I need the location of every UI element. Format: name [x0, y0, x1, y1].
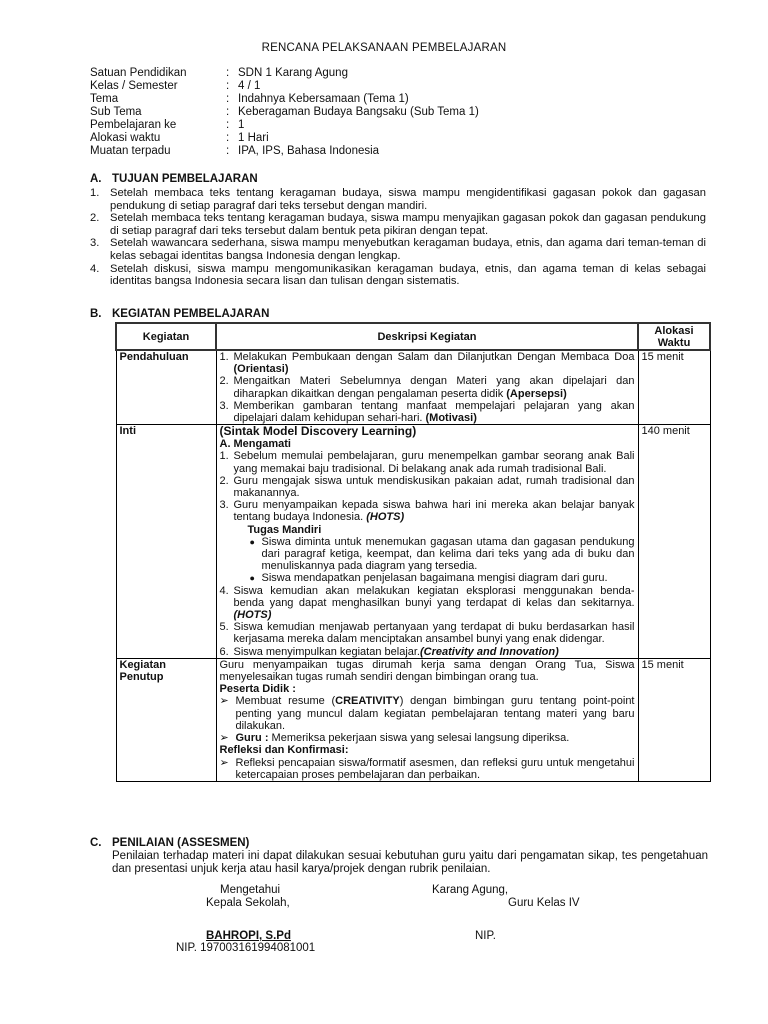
identity-row — [90, 93, 479, 106]
item-number: 2. — [219, 474, 229, 487]
item-number: 1. — [90, 187, 100, 199]
item-tag: (HOTS) — [233, 609, 272, 622]
sub-heading-mengamati — [220, 438, 635, 450]
section-title: KEGIATAN PEMBELAJARAN — [112, 308, 270, 320]
phase-time: 15 menit — [638, 658, 710, 781]
item-tag: (Orientasi) — [233, 363, 289, 376]
list-item — [220, 475, 635, 499]
item-tag: Guru : — [235, 732, 269, 745]
list-item — [220, 450, 635, 474]
section-title: TUJUAN PEMBELAJARAN — [112, 173, 258, 185]
item-text: Siswa diminta untuk menemukan gagasan utama dan gagasan pendukung dari paragraf ketiga, keempat, dan kelima dari teks yang ada di buku dan menuliskannya pada diagram yang tersedia. — [261, 535, 635, 573]
item-text: ) dengan bimbingan guru tentang point-point penting yang muncul dalam kegiatan pembelajaran tentang materi yang baru dilakukan. — [235, 695, 635, 732]
item-number: 1. — [219, 450, 229, 463]
identity-colon: : — [226, 80, 230, 92]
phase-description — [216, 658, 638, 781]
identity-value: 1 — [238, 119, 245, 131]
identity-row — [90, 80, 479, 93]
identity-colon: : — [226, 106, 230, 118]
identity-key: Tema — [90, 93, 119, 105]
item-number: 4. — [90, 262, 100, 275]
sign-kepala-sekolah: Kepala Sekolah, — [206, 897, 290, 909]
identity-value: 4 / 1 — [238, 80, 261, 92]
tugas-mandiri-heading: Tugas Mandiri — [247, 523, 322, 536]
bullet-icon: ● — [249, 573, 255, 584]
identity-value: Indahnya Kebersamaan (Tema 1) — [238, 93, 409, 105]
identity-value: 1 Hari — [238, 132, 269, 144]
item-text: Siswa kemudian menjawab pertanyaan yang terdapat di buku berdasarkan hasil kerjasama mereka dalam menciptakan ansambel bunyi yang enak didengar. — [233, 621, 635, 646]
section-a-heading — [90, 173, 258, 185]
identity-colon: : — [226, 67, 230, 79]
item-tag: (Creativity and Innovation) — [420, 645, 559, 658]
section-number: C. — [90, 837, 102, 849]
list-item — [220, 646, 635, 658]
item-number: 3. — [219, 399, 229, 412]
tujuan-item — [90, 187, 706, 212]
tujuan-item — [90, 212, 706, 237]
identity-row — [90, 119, 479, 132]
identity-row — [90, 106, 479, 119]
table-header-row — [116, 323, 710, 350]
header-kegiatan: Kegiatan — [116, 323, 216, 350]
header-alokasi: Alokasi Waktu — [638, 323, 710, 350]
item-number: 2. — [90, 212, 100, 225]
phase-label — [116, 658, 216, 781]
identity-key: Muatan terpadu — [90, 145, 171, 157]
item-number: 6. — [219, 645, 229, 658]
refleksi-heading: Refleksi dan Konfirmasi: — [219, 744, 349, 757]
identity-value: Keberagaman Budaya Bangsaku (Sub Tema 1) — [238, 106, 479, 118]
item-text: Setelah diskusi, siswa mampu mengomunikasikan keragaman budaya, etnis, dan agama teman di kelas sebagai identitas bangsa Indonesia secara lisan dan tulisan dengan sistematis. — [110, 262, 706, 288]
header-deskripsi: Deskripsi Kegiatan — [216, 323, 638, 350]
sign-place: Karang Agung, — [432, 884, 509, 896]
kegiatan-table — [115, 322, 711, 782]
list-item — [220, 499, 635, 523]
sign-headmaster-nip: NIP. 197003161994081001 — [176, 942, 316, 954]
arrow-item — [220, 695, 635, 732]
identity-key: Satuan Pendidikan — [90, 67, 187, 79]
item-text: Melakukan Pembukaan dengan Salam dan Dilanjutkan Dengan Membaca Doa — [233, 351, 635, 363]
item-text: Memeriksa pekerjaan siswa yang selesai langsung diperiksa. — [268, 732, 570, 745]
arrow-item — [220, 757, 635, 781]
table-row-penutup — [116, 658, 710, 781]
identity-colon: : — [226, 145, 230, 157]
table-row-inti — [116, 425, 710, 659]
item-number: A. — [219, 438, 231, 451]
item-text: Setelah membaca teks tentang keragaman budaya, siswa mampu mengidentifikasi gagasan pokok dan gagasan pendukung di setiap paragraf dari teks tersebut dengan mandiri. — [110, 187, 706, 212]
item-text: Membuat resume ( — [235, 695, 336, 708]
phase-label: Inti — [116, 425, 216, 659]
section-c-heading — [90, 837, 249, 849]
item-text: Setelah wawancara sederhana, siswa mampu menyebutkan keragaman budaya, etnis, dan agama dari teman-teman di kelas sebagai identitas bangsa Indonesia dengan lengkap. — [110, 237, 706, 262]
phase-label-line: Kegiatan — [119, 658, 166, 671]
peserta-heading: Peserta Didik : — [219, 683, 296, 696]
identity-key: Kelas / Semester — [90, 80, 178, 92]
tujuan-item — [90, 237, 706, 262]
document-title: RENCANA PELAKSANAAN PEMBELAJARAN — [261, 42, 507, 54]
item-number: 4. — [219, 584, 229, 597]
tujuan-item — [90, 263, 706, 288]
identity-row — [90, 67, 479, 80]
section-title: PENILAIAN (ASSESMEN) — [112, 837, 250, 849]
identity-key: Pembelajaran ke — [90, 119, 177, 131]
phase-time: 15 menit — [638, 350, 710, 425]
list-item — [220, 351, 635, 375]
item-tag: (HOTS) — [366, 511, 405, 524]
item-text: Sebelum memulai pembelajaran, guru menempelkan gambar seorang anak Bali yang memakai baju tradisional. Di belakang anak ada rumah tradisional Bali. — [233, 450, 635, 475]
item-text: Mengamati — [233, 438, 291, 451]
phase-label-line: Penutup — [119, 670, 164, 683]
item-number: 3. — [219, 499, 229, 512]
item-text: Setelah membaca teks tentang keragaman budaya, siswa mampu menyajikan gagasan pokok dan gagasan pendukung di setiap paragraf dari teks tersebut dalam bentuk peta pikiran dengan tepat. — [110, 212, 706, 237]
arrow-icon: ➢ — [219, 695, 229, 708]
item-text: Siswa menyimpulkan kegiatan belajar. — [233, 645, 420, 658]
sign-teacher-nip: NIP. — [475, 930, 496, 942]
item-text: Memberikan gambaran tentang manfaat mempelajari pelajaran yang akan dipelajari dalam kehidupan sehari-hari. — [233, 399, 635, 425]
table-row-pendahuluan — [116, 350, 710, 425]
identity-colon: : — [226, 93, 230, 105]
item-number: 1. — [219, 351, 229, 363]
bullet-item — [220, 536, 635, 573]
phase-description — [216, 350, 638, 425]
identity-key: Sub Tema — [90, 106, 142, 118]
identity-colon: : — [226, 132, 230, 144]
sign-guru-kelas: Guru Kelas IV — [508, 897, 580, 909]
bullet-icon: ● — [249, 536, 255, 547]
item-tag: (Apersepsi) — [506, 387, 567, 400]
list-item — [220, 375, 635, 399]
identity-row — [90, 132, 479, 145]
identity-value: IPA, IPS, Bahasa Indonesia — [238, 145, 380, 157]
item-number: 5. — [219, 621, 229, 634]
item-tag: (Motivasi) — [425, 412, 477, 425]
list-item — [220, 585, 635, 622]
penilaian-text: Penilaian terhadap materi ini dapat dilakukan sesuai kebutuhan guru yaitu dari pengamatan sikap, tes pengetahuan dan presentasi unjuk kerja atau hasil karya/projek dengan rubrik penilaian. — [112, 850, 708, 875]
item-text: Siswa mendapatkan penjelasan bagaimana mengisi diagram dari guru. — [261, 572, 608, 585]
identity-key: Alokasi waktu — [90, 132, 161, 144]
sign-headmaster-name: BAHROPI, S.Pd — [206, 930, 291, 942]
arrow-icon: ➢ — [219, 756, 229, 769]
arrow-item — [220, 732, 635, 744]
section-b-heading — [90, 308, 269, 320]
item-text: Mengaitkan Materi Sebelumnya dengan Materi yang akan dipelajari dan diharapkan dikaitkan dengan pengalaman peserta didik — [233, 375, 635, 400]
identity-table — [90, 67, 479, 158]
identity-row — [90, 145, 479, 158]
section-number: B. — [90, 308, 102, 320]
item-text: Refleksi pencapaian siswa/formatif asesmen, dan refleksi guru untuk mengetahui ketercapaian proses pembelajaran dan perbaikan. — [235, 756, 635, 781]
phase-time: 140 menit — [638, 425, 710, 659]
item-tag: CREATIVITY — [335, 695, 400, 708]
item-text: Siswa kemudian akan melakukan kegiatan eksplorasi menggunakan benda-benda yang dapat menghasilkan bunyi yang terdapat di kelas dan sekitarnya. — [233, 584, 635, 609]
penutup-intro: Guru menyampaikan tugas dirumah kerja sama dengan Orang Tua, Siswa menyelesaikan tugas rumah sendiri dengan bimbingan orang tua. — [219, 658, 635, 684]
phase-label: Pendahuluan — [116, 350, 216, 425]
item-text: Guru mengajak siswa untuk mendiskusikan pakaian adat, rumah tradisional dan makanannya. — [233, 474, 635, 500]
sintak-heading: (Sintak Model Discovery Learning) — [219, 424, 417, 439]
section-number: A. — [90, 173, 102, 185]
sign-mengetahui: Mengetahui — [220, 884, 281, 896]
tujuan-list — [90, 187, 706, 288]
phase-description — [216, 425, 638, 659]
identity-colon: : — [226, 119, 230, 131]
identity-value: SDN 1 Karang Agung — [238, 67, 348, 79]
item-text: Guru menyampaikan kepada siswa bahwa hari ini mereka akan belajar banyak tentang budaya Indonesia. — [233, 499, 635, 524]
item-number: 3. — [90, 237, 100, 250]
arrow-icon: ➢ — [219, 732, 229, 745]
list-item — [220, 400, 635, 424]
list-item — [220, 621, 635, 645]
item-number: 2. — [219, 375, 229, 388]
bullet-item — [220, 572, 635, 584]
